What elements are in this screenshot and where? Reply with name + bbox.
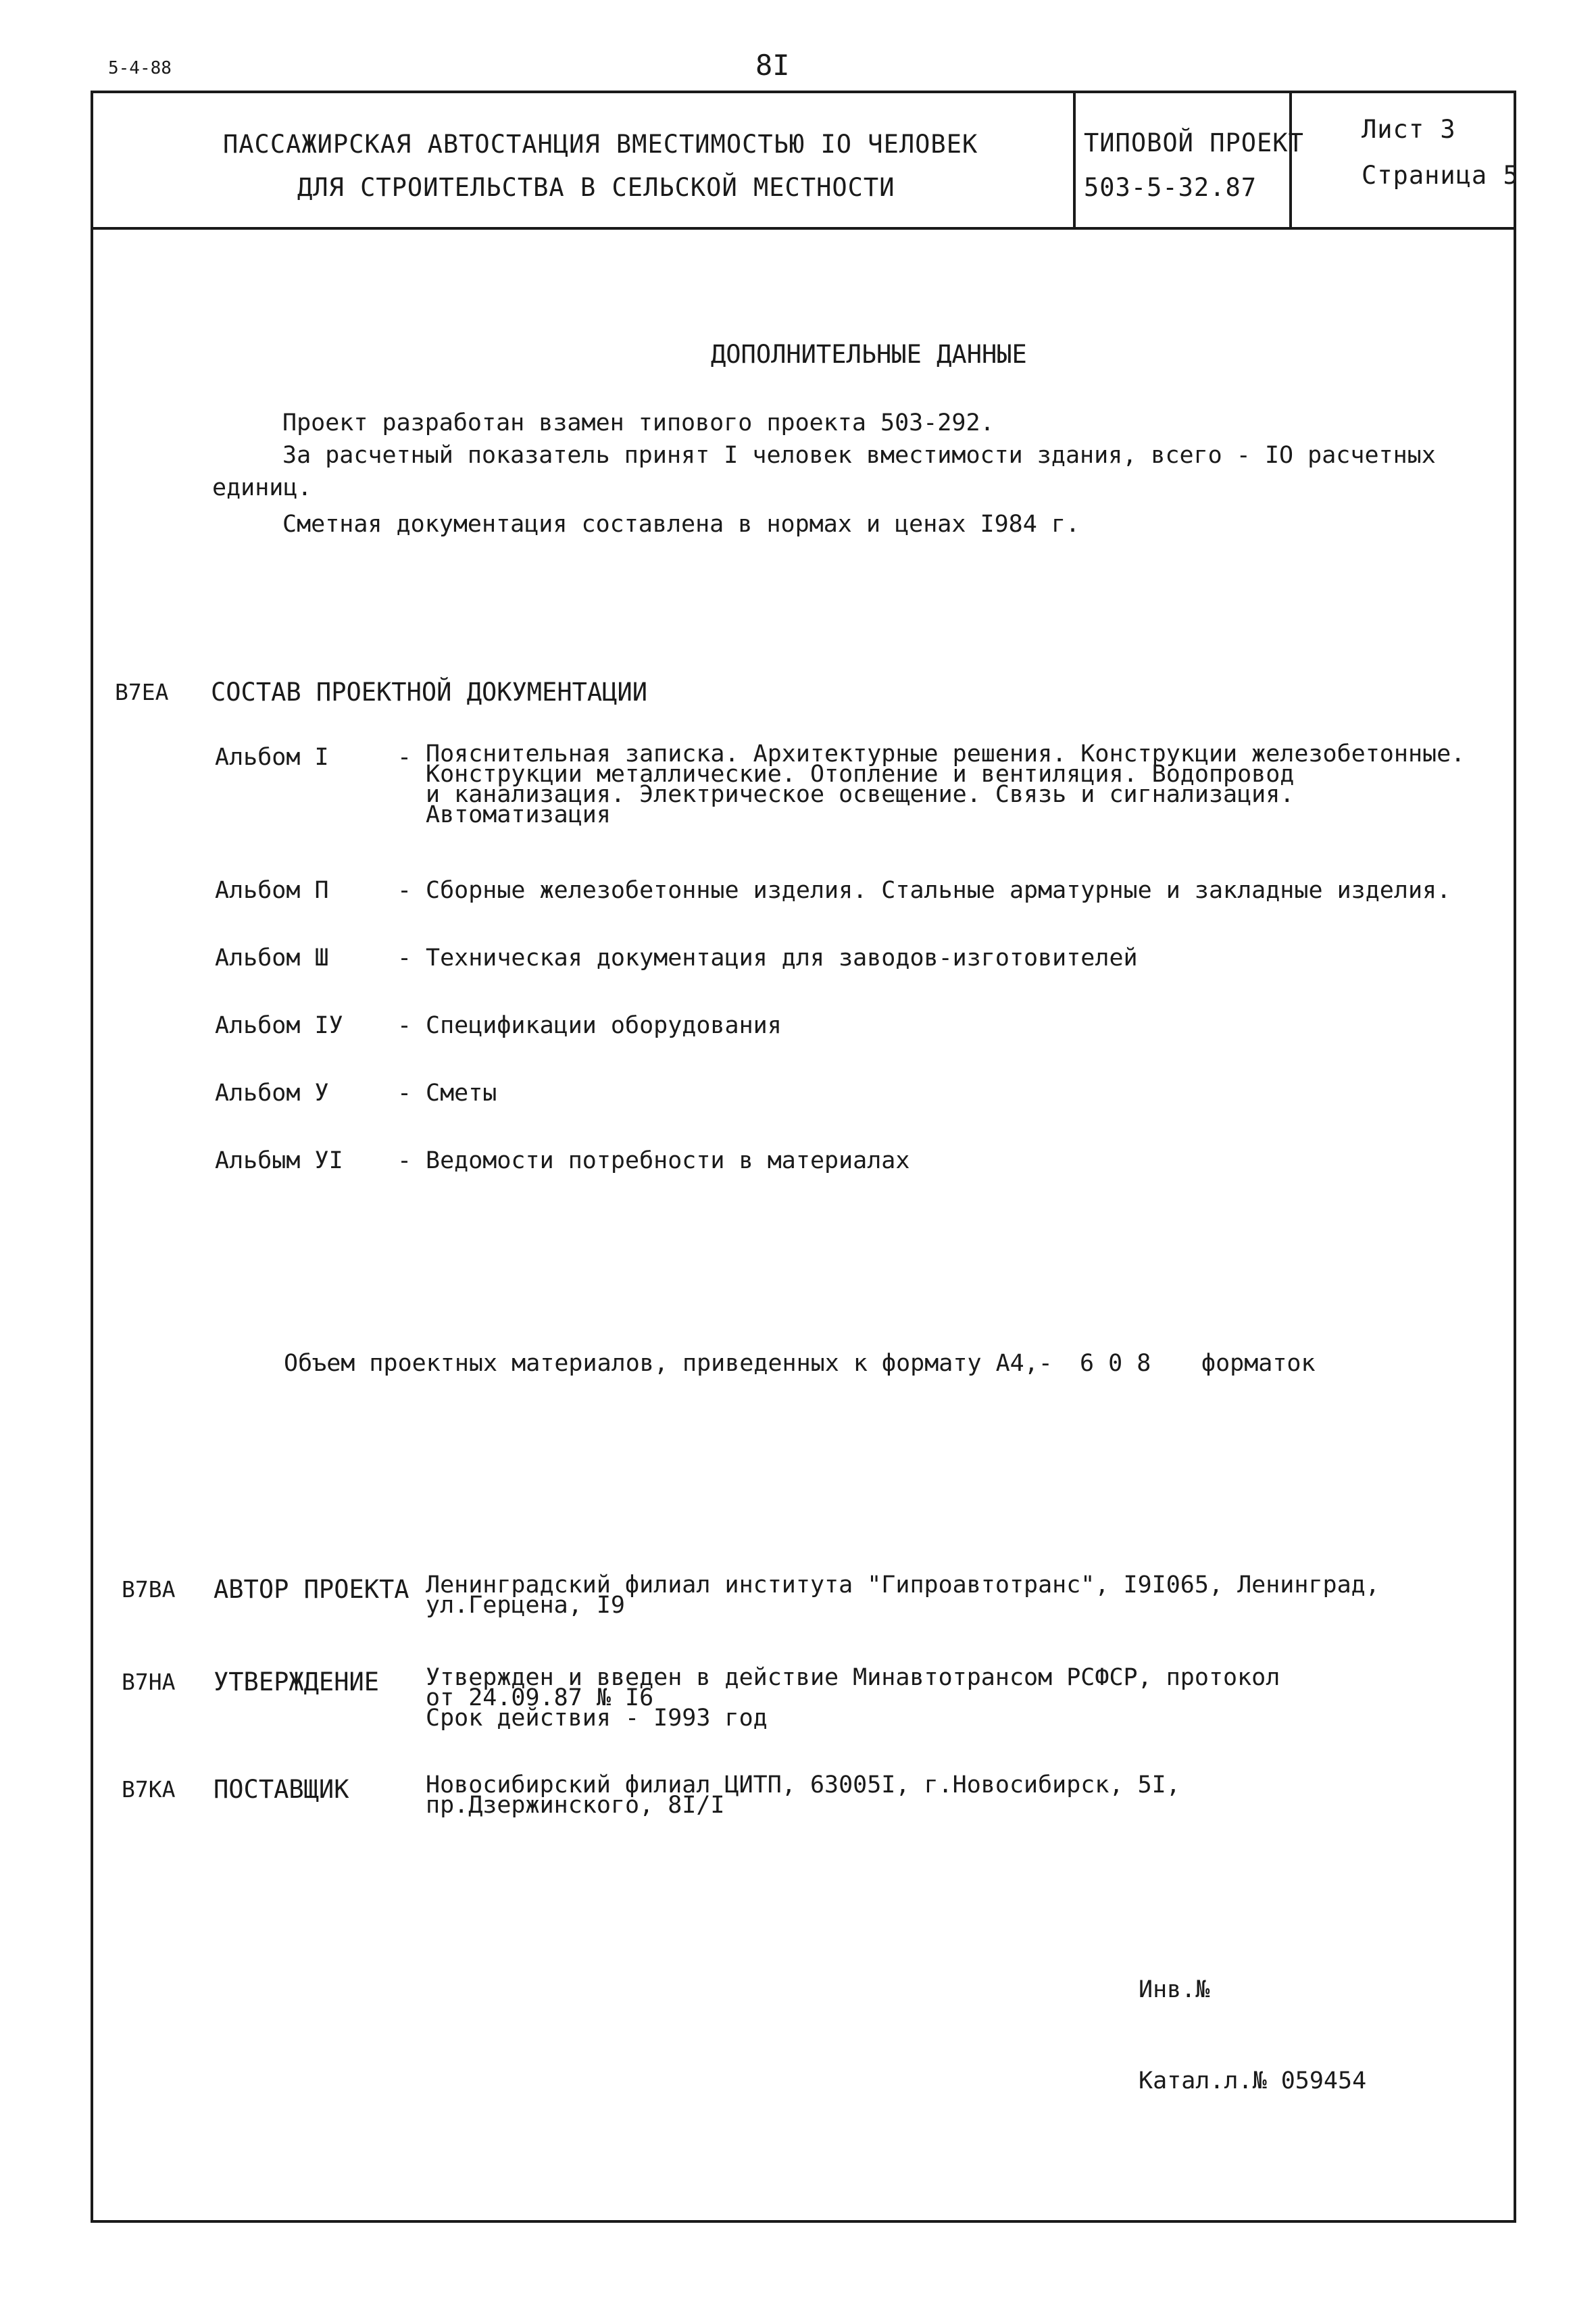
author-line: Ленинградский филиал института "Гипроавтотранс", I9I065, Ленинград, [426,1571,1380,1599]
album-description-line: и канализация. Электрическое освещение. Связь и сигнализация. [426,781,1295,808]
author-line: ул.Герцена, I9 [426,1592,626,1619]
approval-line: от 24.09.87 № I6 [426,1684,654,1711]
inventory-number: Инв.№ [1139,1976,1210,2003]
supplier-text [426,1771,1180,1819]
paragraph-line: Проект разработан взамен типового проекта 503-292. [282,409,995,436]
album-label: Альбом П [215,877,329,904]
title-block [91,91,1516,230]
project-name-line2: ДЛЯ СТРОИТЕЛЬСТВА В СЕЛЬСКОЙ МЕСТНОСТИ [297,173,895,202]
album-label: Альбом У [215,1080,329,1107]
approval-line: Утвержден и введен в действие Минавтотрансом РСФСР, протокол [426,1664,1280,1691]
album-description-line: Пояснительная записка. Архитектурные решения. Конструкции железобетонные. [426,740,1466,768]
project-code: 503-5-32.87 [1084,173,1257,202]
volume-unit: форматок [1201,1350,1316,1377]
catalog-number: Катал.л.№ 059454 [1139,2067,1367,2094]
page-label: Страница 5 [1362,161,1519,190]
paragraph-line: Сметная документация составлена в нормах и ценах I984 г. [282,511,1080,538]
album-dash: - [397,877,412,904]
supplier-line: Новосибирский филиал ЦИТП, 63005I, г.Новосибирск, 5I, [426,1771,1180,1799]
album-description [426,740,1466,828]
section-heading-composition: СОСТАВ ПРОЕКТНОЙ ДОКУМЕНТАЦИИ [211,678,648,707]
page-number: 8I [755,49,790,82]
album-dash: - [397,1147,412,1174]
section-code: В7НА [122,1669,176,1695]
album-label: Альбым УI [215,1147,343,1174]
section-code: В7КА [122,1776,176,1803]
album-label: Альбом I [215,744,329,771]
title-block-divider [1073,91,1076,230]
section-code: В7ЕА [115,679,169,705]
paragraph-line: За расчетный показатель принят I человек вместимости здания, всего - IO расчетных [282,442,1436,469]
project-name-line1: ПАССАЖИРСКАЯ АВТОСТАНЦИЯ ВМЕСТИМОСТЬЮ IO ЧЕЛОВЕК [223,130,978,159]
album-dash: - [397,945,412,972]
album-description-line: Автоматизация [426,801,611,828]
album-description-line: Ведомости потребности в материалах [426,1147,910,1174]
album-description-line: Техническая документация для заводов-изготовителей [426,945,1138,972]
approval-text [426,1664,1280,1732]
supplier-label: ПОСТАВЩИК [214,1775,349,1804]
title-block-divider [1289,91,1292,230]
album-dash: - [397,744,412,771]
supplier-line: пр.Дзержинского, 8I/I [426,1792,725,1819]
project-type: ТИПОВОЙ ПРОЕКТ [1084,128,1304,157]
author-label: АВТОР ПРОЕКТА [214,1575,409,1604]
section-heading-additional-data: ДОПОЛНИТЕЛЬНЫЕ ДАННЫЕ [711,340,1027,369]
album-label: Альбом Ш [215,945,329,972]
album-description-line: Конструкции металлические. Отопление и вентиляция. Водопровод [426,761,1295,788]
album-dash: - [397,1012,412,1039]
author-text [426,1571,1380,1619]
volume-count: 6 0 8 [1080,1350,1151,1377]
album-description-line: Сборные железобетонные изделия. Стальные арматурные и закладные изделия. [426,877,1451,904]
section-code: В7ВА [122,1576,176,1603]
album-label: Альбом IУ [215,1012,343,1039]
album-description-line: Сметы [426,1080,497,1107]
sheet-number: Лист 3 [1362,115,1456,144]
document-date: 5-4-88 [108,58,172,78]
album-description-line: Спецификации оборудования [426,1012,782,1039]
volume-text: Объем проектных материалов, приведенных к формату А4,- [284,1350,1053,1377]
paragraph-line: единиц. [212,474,312,501]
album-dash: - [397,1080,412,1107]
approval-line: Срок действия - I993 год [426,1705,768,1732]
approval-label: УТВЕРЖДЕНИЕ [214,1667,380,1696]
